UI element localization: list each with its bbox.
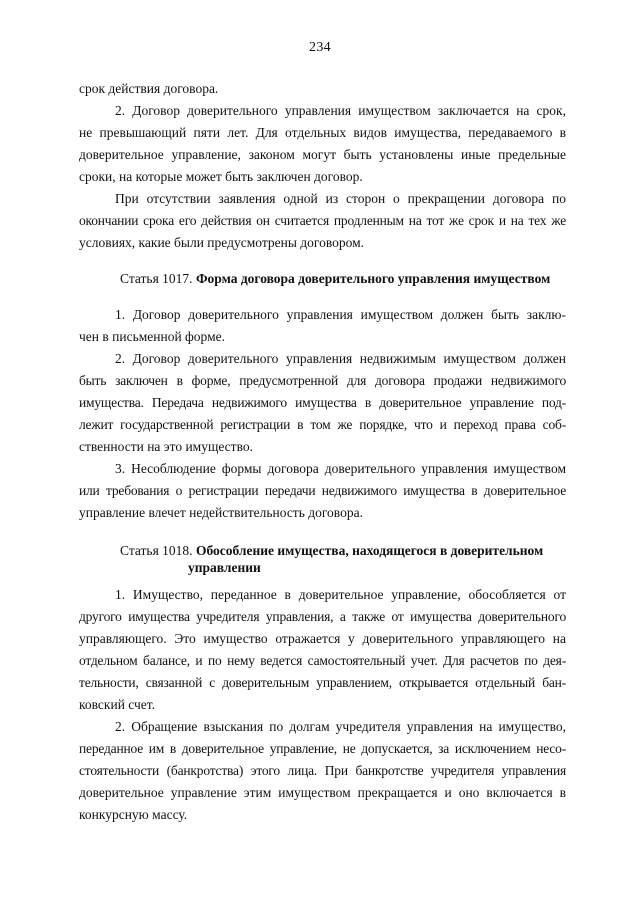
text-line: ковский счет.	[79, 697, 156, 712]
article-title: Форма договора доверительного управления имуществом	[195, 271, 551, 286]
text-line: 3. Несоблюдение формы договора доверительного управления имуществом	[115, 461, 566, 476]
text-line: окончании срока его действия он считается продленным на тот же срок и на тех же	[79, 213, 566, 228]
text-line: 1. Договор доверительного управления имуществом должен быть заклю-	[115, 307, 566, 322]
text-line: управляющего. Это имущество отражается у доверительного управляющего на	[79, 631, 566, 646]
text-line: быть заключен в форме, предусмотренной для договора продажи недвижимого	[79, 373, 566, 388]
text-line: 2. Обращение взыскания по долгам учредителя управления на имущество,	[115, 719, 566, 734]
text-line: сроки, на которые может быть заключен договор.	[79, 169, 363, 184]
text-line: отдельном балансе, и по нему ведется самостоятельный учет. Для расчетов по дея-	[79, 653, 566, 668]
text-line: управление влечет недействительность договора.	[79, 505, 363, 520]
article-title-continued: управлении	[188, 560, 261, 575]
article-title: Обособление имущества, находящегося в доверительном	[195, 543, 544, 558]
text-line: лежит государственной регистрации в том же порядке, что и переход права соб-	[79, 417, 566, 432]
page-number: 234	[309, 40, 331, 55]
text-line: условиях, какие были предусмотрены договором.	[79, 235, 365, 250]
text-line: 2. Договор доверительного управления недвижимым имуществом должен	[115, 351, 566, 366]
text-line: стоятельности (банкротства) этого лица. При банкротстве учредителя управления	[79, 763, 566, 778]
text-line: конкурсную массу.	[79, 807, 188, 822]
text-line: ственности на это имущество.	[79, 439, 253, 454]
text-line: или требования о регистрации передачи недвижимого имущества в доверительное	[79, 483, 566, 498]
article-1018-heading	[79, 540, 566, 580]
document-body	[79, 78, 566, 826]
text-line: чен в письменной форме.	[79, 329, 226, 344]
text-line: другого имущества учредителя управления, а также от имущества доверительного	[79, 609, 566, 624]
text-line: тельности, связанной с доверительным управлением, открывается отдельный бан-	[79, 675, 566, 690]
text-line: При отсутствии заявления одной из сторон о прекращении договора по	[115, 191, 566, 206]
text-line: не превышающий пяти лет. Для отдельных видов имущества, передаваемого в	[79, 125, 566, 140]
text-line: 2. Договор доверительного управления имуществом заключается на срок,	[115, 103, 566, 118]
article-number: Статья 1018.	[120, 543, 193, 558]
text-line: срок действия договора.	[79, 81, 219, 96]
text-line: 1. Имущество, переданное в доверительное управление, обособляется от	[115, 587, 566, 602]
text-line: имущества. Передача недвижимого имущества в доверительное управление под-	[79, 395, 566, 410]
text-line: доверительное управление, законом могут быть установлены иные предельные	[79, 147, 566, 162]
text-line: переданное им в доверительное управление, не допускается, за исключением несо-	[79, 741, 566, 756]
text-line: доверительное управление этим имуществом прекращается и оно включается в	[79, 785, 566, 800]
article-number: Статья 1017.	[120, 271, 193, 286]
article-1017-heading	[79, 268, 566, 290]
